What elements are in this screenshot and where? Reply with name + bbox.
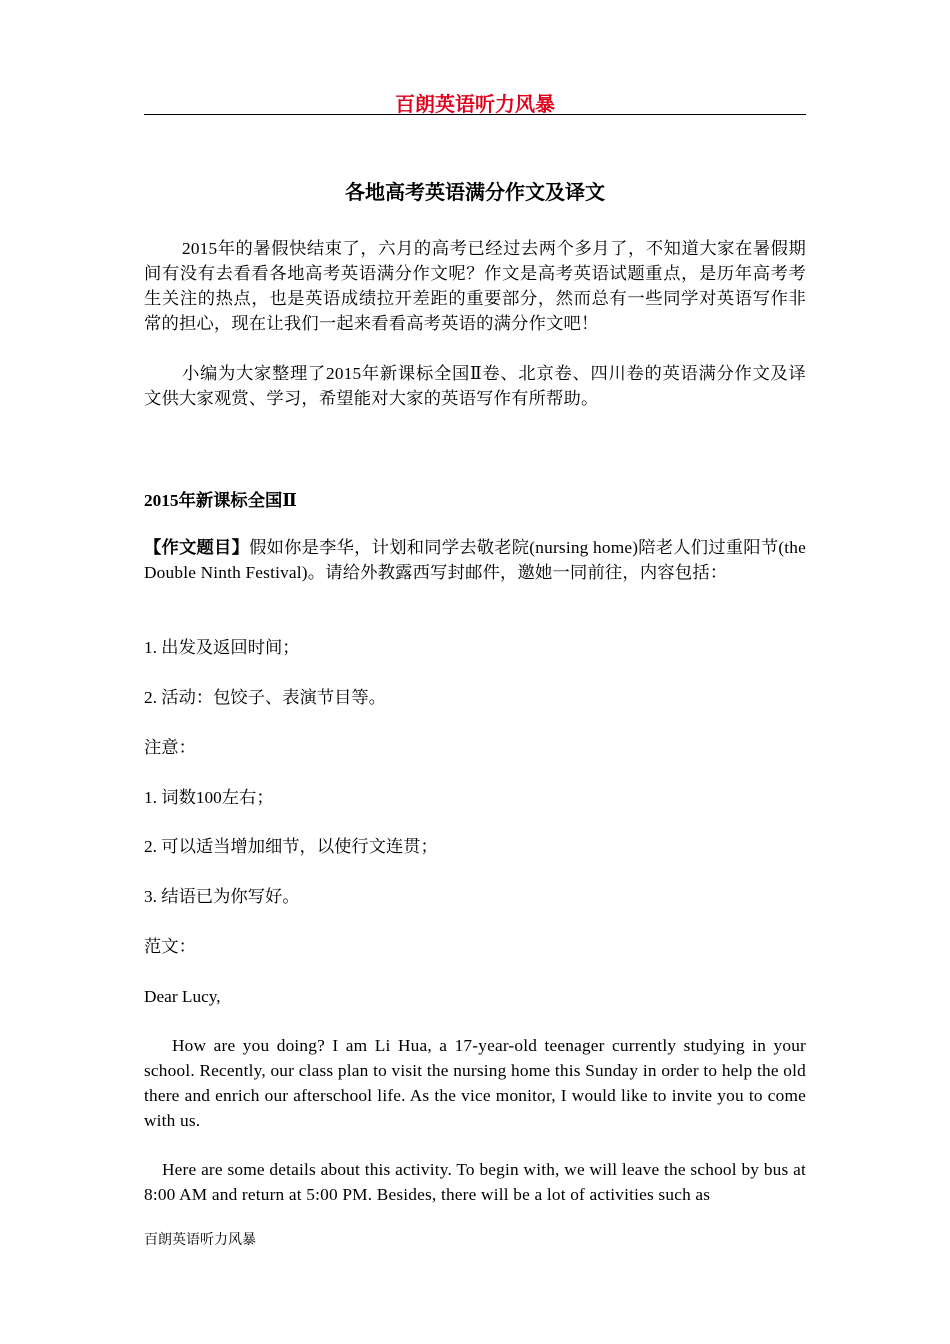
list-item: 2. 活动：包饺子、表演节目等。 (144, 688, 386, 707)
section-title: 2015年新课标全国Ⅱ (144, 491, 297, 510)
header-divider (144, 114, 806, 115)
prompt-label: 【作文题目】 (144, 538, 250, 557)
page-header: 百朗英语听力风暴 (395, 92, 555, 116)
essay-paragraph-2: Here are some details about this activity. To begin with, we will leave the school by bus at 8:00 AM and return at 5:00 PM. Besides, there will be a lot of activities such as (144, 1160, 806, 1204)
note-label: 注意： (144, 738, 196, 757)
prompt-paragraph (144, 535, 806, 585)
intro-paragraph-2: 小编为大家整理了2015年新课标全国Ⅱ卷、北京卷、四川卷的英语满分作文及译文供大家观赏、学习，希望能对大家的英语写作有所帮助。 (144, 364, 806, 408)
letter-greeting: Dear Lucy, (144, 987, 221, 1006)
essay-paragraph-1: How are you doing? I am Li Hua, a 17-year-old teenager currently studying in your school. Recently, our class plan to visit the nursing home this Sunday in order to help the old there and enrich our afterschool life. As the vice monitor, I would like to invite you to come with us. (144, 1036, 806, 1130)
document-page (144, 0, 806, 1344)
page-footer: 百朗英语听力风暴 (144, 1232, 256, 1248)
list-item: 3. 结语已为你写好。 (144, 887, 300, 906)
intro-paragraph-1: 2015年的暑假快结束了，六月的高考已经过去两个多月了，不知道大家在暑假期间有没有去看看各地高考英语满分作文呢？作文是高考英语试题重点，是历年高考考生关注的热点，也是英语成绩拉开差距的重要部分，然而总有一些同学对英语写作非常的担心，现在让我们一起来看看高考英语的满分作文吧！ (144, 239, 806, 333)
document-title: 各地高考英语满分作文及译文 (345, 180, 605, 204)
prompt-text: 假如你是李华，计划和同学去敬老院(nursing home)陪老人们过重阳节(the Double Ninth Festival)。请给外教露西写封邮件，邀她一同前往，内容包括： (144, 538, 807, 582)
list-item: 2. 可以适当增加细节，以使行文连贯； (144, 837, 438, 856)
list-item: 1. 出发及返回时间； (144, 638, 300, 657)
list-item: 1. 词数100左右； (144, 788, 274, 807)
sample-label: 范文： (144, 937, 196, 956)
